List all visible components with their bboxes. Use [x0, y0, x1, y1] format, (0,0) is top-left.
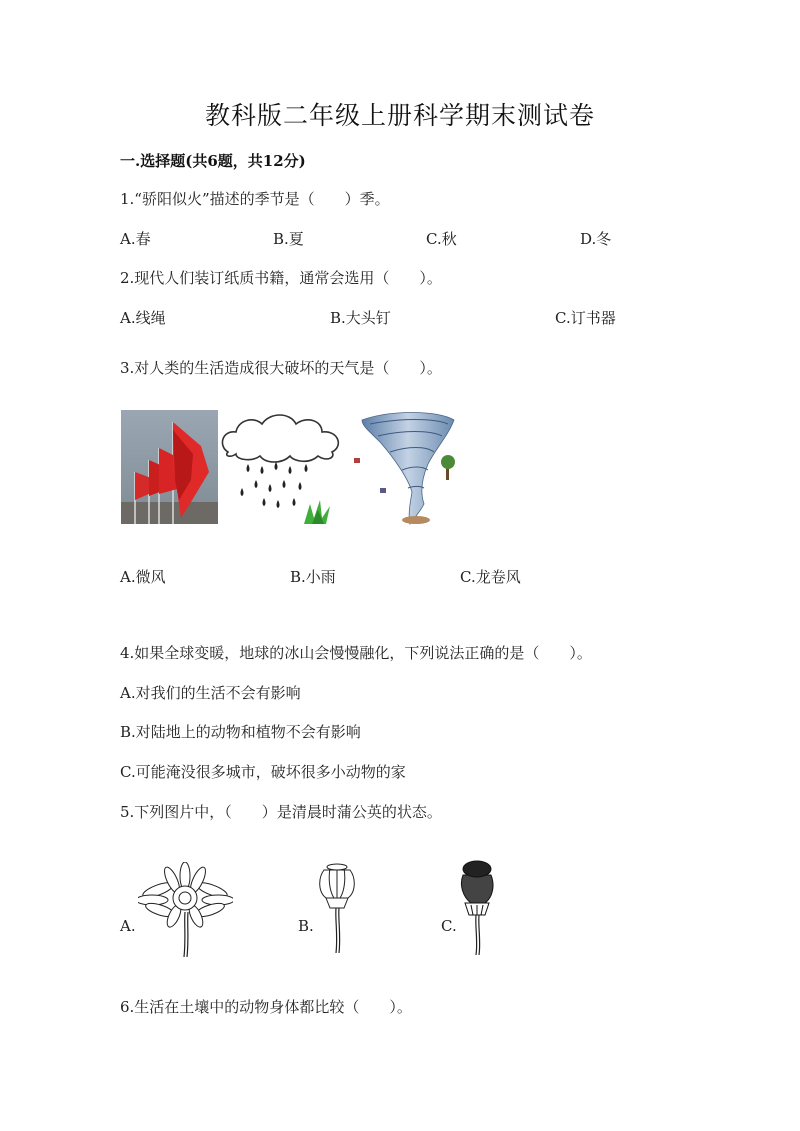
- question-2-stem: 2.现代人们装订纸质书籍，通常会选用（ ）。: [120, 269, 442, 287]
- red-flags-image: [121, 410, 218, 524]
- question-4-option-a[interactable]: A.对我们的生活不会有影响: [120, 684, 301, 702]
- question-6-stem: 6.生活在土壤中的动物身体都比较（ ）。: [120, 998, 412, 1016]
- dandelion-half-closed-image: [312, 858, 362, 953]
- question-1-option-b[interactable]: B.夏: [273, 230, 304, 248]
- question-2-option-c[interactable]: C.订书器: [555, 309, 616, 327]
- rain-cloud-image: [218, 410, 346, 526]
- question-4-stem: 4.如果全球变暖，地球的冰山会慢慢融化，下列说法正确的是（ ）。: [120, 644, 592, 662]
- question-3-stem: 3.对人类的生活造成很大破坏的天气是（ ）。: [120, 359, 442, 377]
- question-1-option-d[interactable]: D.冬: [580, 230, 612, 248]
- tornado-image: [350, 408, 468, 526]
- question-3-option-c[interactable]: C.龙卷风: [460, 568, 521, 586]
- dandelion-open-image: [138, 862, 233, 957]
- section-heading: 一.选择题(共6题，共12分): [120, 152, 306, 170]
- question-3-option-b[interactable]: B.小雨: [290, 568, 336, 586]
- page-title: 教科版二年级上册科学期末测试卷: [204, 101, 595, 130]
- question-5-option-b[interactable]: B.: [298, 917, 314, 935]
- question-5-option-a[interactable]: A.: [120, 917, 136, 935]
- question-5-stem: 5.下列图片中，（ ）是清晨时蒲公英的状态。: [120, 803, 442, 821]
- question-3-option-a[interactable]: A.微风: [120, 568, 166, 586]
- dandelion-closed-image: [455, 855, 500, 955]
- question-4-option-b[interactable]: B.对陆地上的动物和植物不会有影响: [120, 723, 361, 741]
- question-2-option-b[interactable]: B.大头钉: [330, 309, 391, 327]
- question-5-option-c[interactable]: C.: [441, 917, 457, 935]
- question-1-option-a[interactable]: A.春: [120, 230, 151, 248]
- question-1-stem: 1.“骄阳似火”描述的季节是（ ）季。: [120, 190, 390, 208]
- question-1-option-c[interactable]: C.秋: [426, 230, 457, 248]
- question-4-option-c[interactable]: C.可能淹没很多城市，破坏很多小动物的家: [120, 763, 406, 781]
- question-2-option-a[interactable]: A.线绳: [120, 309, 166, 327]
